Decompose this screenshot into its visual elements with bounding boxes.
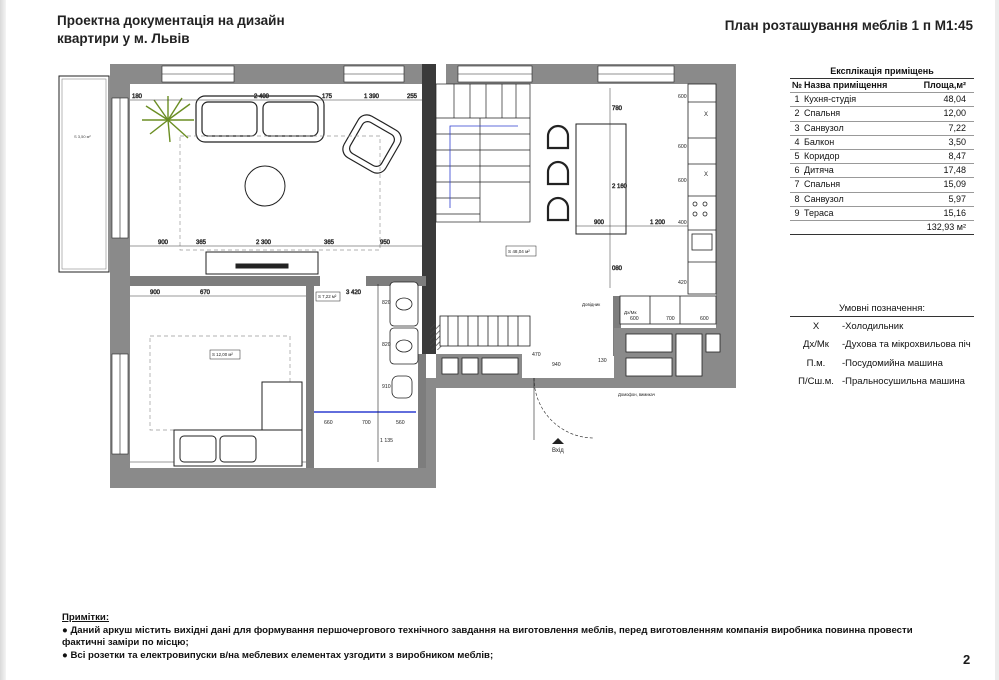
legend-desc: -Духова та мікрохвильова піч bbox=[842, 339, 971, 351]
legend-item bbox=[790, 336, 985, 355]
dim-text: 080 bbox=[612, 266, 623, 272]
legend-item bbox=[790, 317, 985, 336]
project-title bbox=[57, 12, 285, 48]
dim-text: 780 bbox=[612, 106, 623, 112]
dim-text: 670 bbox=[200, 290, 211, 296]
room-area: 15,16 bbox=[910, 206, 974, 220]
room-area: 12,00 bbox=[910, 107, 974, 121]
room-num: 4 bbox=[790, 135, 804, 149]
dim-text: 600 bbox=[678, 94, 687, 100]
note-line: ● Всі розетки та електровипуски в/на меблевих елементах узгодити з виробником меблів; bbox=[62, 649, 494, 661]
room-num: 8 bbox=[790, 192, 804, 206]
bath-area-label: S 7,22 м² bbox=[318, 294, 337, 299]
dim-text: 180 bbox=[132, 94, 143, 100]
fridge-label: Х bbox=[704, 112, 709, 118]
notes-title: Примітки: bbox=[62, 612, 110, 623]
balcony bbox=[59, 76, 109, 272]
col-name: Назва приміщення bbox=[804, 79, 910, 93]
dim-text: 2 160 bbox=[612, 184, 628, 190]
room-row bbox=[790, 164, 974, 178]
dim-text: 470 bbox=[532, 352, 541, 358]
dim-text: 2 400 bbox=[254, 94, 270, 100]
room-row bbox=[790, 206, 974, 220]
page-number: 2 bbox=[963, 652, 971, 667]
dim-text: 660 bbox=[324, 420, 333, 426]
bedroom-area-label: S 12,00 м² bbox=[212, 352, 233, 357]
room-num: 2 bbox=[790, 107, 804, 121]
page-right-edge bbox=[995, 0, 999, 680]
dim-text: 175 bbox=[322, 94, 333, 100]
room-row bbox=[790, 150, 974, 164]
bar-stools bbox=[548, 126, 568, 220]
explication-title: Експлікація приміщень bbox=[790, 66, 974, 79]
dim-text: 700 bbox=[666, 316, 675, 322]
dim-text: 1 200 bbox=[650, 220, 666, 226]
kitchen-cabinets bbox=[620, 84, 716, 324]
room-area: 15,09 bbox=[910, 178, 974, 192]
room-area: 8,47 bbox=[910, 150, 974, 164]
dim-text: 910 bbox=[382, 384, 391, 390]
room-name: Тераса bbox=[804, 206, 910, 220]
dim-text: 600 bbox=[678, 144, 687, 150]
legend-key: П.м. bbox=[806, 357, 826, 369]
room-num: 7 bbox=[790, 178, 804, 192]
room-area: 3,50 bbox=[910, 135, 974, 149]
room-row bbox=[790, 93, 974, 107]
living-sofa bbox=[196, 96, 324, 142]
dim-text: 940 bbox=[552, 362, 561, 368]
plant-icon bbox=[142, 96, 194, 142]
room-num: 3 bbox=[790, 121, 804, 135]
dim-text: 950 bbox=[380, 240, 391, 246]
tv-console bbox=[206, 252, 318, 274]
room-name: Спальня bbox=[804, 178, 910, 192]
room-name: Кухня-студія bbox=[804, 93, 910, 107]
note-line: фактичні заміри по місцю; bbox=[62, 637, 189, 649]
room-name: Спальня bbox=[804, 107, 910, 121]
oven-label: Дх/Мк bbox=[624, 310, 637, 315]
legend bbox=[790, 303, 985, 391]
notes bbox=[62, 612, 913, 662]
legend-key: П/Сш.м. bbox=[798, 376, 834, 388]
legend-key: Х bbox=[812, 320, 820, 332]
legend-key: Дх/Мк bbox=[803, 339, 829, 351]
legend-desc: -Холодильник bbox=[842, 320, 904, 332]
coffee-table bbox=[245, 166, 285, 206]
page-left-edge bbox=[0, 0, 6, 680]
right-col-dims bbox=[678, 94, 687, 286]
hall-cabinets bbox=[436, 316, 730, 382]
room-explication-table bbox=[790, 66, 974, 235]
kitchen-area-label: S 48,04 м² bbox=[508, 249, 530, 254]
room-area: 48,04 bbox=[910, 93, 974, 107]
legend-desc: -Посудомийна машина bbox=[842, 357, 943, 369]
legend-item bbox=[790, 354, 985, 373]
room-area: 5,97 bbox=[910, 192, 974, 206]
room-row bbox=[790, 178, 974, 192]
living-armchair bbox=[339, 111, 405, 177]
project-title-line2: квартири у м. Львів bbox=[57, 31, 190, 46]
dim-text: 2 300 bbox=[256, 240, 272, 246]
note-line: ● Даний аркуш містить вихідні дані для формування першочергового технічного завдання на виготовлення меблів, перед виготовленням компанія виробника повинна провести bbox=[62, 624, 913, 636]
room-num: 1 bbox=[790, 93, 804, 107]
room-row bbox=[790, 107, 974, 121]
legend-desc: -Пральносушильна машина bbox=[842, 376, 965, 388]
total-row bbox=[790, 221, 974, 235]
col-area: Площа,м² bbox=[910, 79, 974, 93]
dim-text: 600 bbox=[630, 316, 639, 322]
room-name: Балкон bbox=[804, 135, 910, 149]
room-num: 6 bbox=[790, 164, 804, 178]
kitchen-island bbox=[576, 124, 626, 234]
dim-text: 1 135 bbox=[380, 438, 393, 444]
dim-text: 420 bbox=[678, 280, 687, 286]
dim-text: 820 bbox=[382, 300, 391, 306]
dim-text: 600 bbox=[678, 178, 687, 184]
room-num: 5 bbox=[790, 150, 804, 164]
total-area: 132,93 м² bbox=[910, 221, 974, 235]
dim-text: 400 bbox=[678, 220, 687, 226]
room-area: 17,48 bbox=[910, 164, 974, 178]
sheet-title: План розташування меблів 1 п М1:45 bbox=[724, 18, 973, 33]
dim-text: 820 bbox=[382, 342, 391, 348]
dim-text: 365 bbox=[324, 240, 335, 246]
bathroom bbox=[314, 282, 418, 462]
room-name: Коридор bbox=[804, 150, 910, 164]
dim-text: 365 bbox=[196, 240, 207, 246]
fridge-label: Х bbox=[704, 172, 709, 178]
room-row bbox=[790, 192, 974, 206]
dim-text: 1 390 bbox=[364, 94, 380, 100]
dim-text: 700 bbox=[362, 420, 371, 426]
dim-text: 900 bbox=[158, 240, 169, 246]
explication-header-row bbox=[790, 79, 974, 93]
dim-text: 600 bbox=[700, 316, 709, 322]
room-row bbox=[790, 135, 974, 149]
dim-text: 900 bbox=[150, 290, 161, 296]
dim-text: 900 bbox=[594, 220, 605, 226]
intercom-label: Домофон, вимикач bbox=[618, 392, 655, 397]
total-empty-cell bbox=[790, 221, 804, 235]
room-name: Дитяча bbox=[804, 164, 910, 178]
col-num: № bbox=[790, 79, 804, 93]
explication-grid bbox=[790, 79, 974, 235]
dishwasher-label: Довідник bbox=[582, 302, 601, 307]
dim-text: 130 bbox=[598, 358, 607, 364]
staircase bbox=[436, 84, 530, 222]
dim-text: 255 bbox=[407, 94, 418, 100]
dim-text: 3 420 bbox=[346, 290, 362, 296]
entrance-label: Вхід bbox=[552, 448, 564, 454]
room-name: Санвузол bbox=[804, 192, 910, 206]
project-title-line1: Проектна документація на дизайн bbox=[57, 13, 285, 28]
legend-title: Умовні позначення: bbox=[790, 303, 974, 317]
balcony-area-label: S 3,50 м² bbox=[74, 134, 91, 139]
entrance-arrow-icon bbox=[552, 438, 564, 444]
room-area: 7,22 bbox=[910, 121, 974, 135]
floor-plan bbox=[50, 58, 750, 498]
legend-item bbox=[790, 373, 985, 392]
legend-list bbox=[790, 317, 985, 391]
room-num: 9 bbox=[790, 206, 804, 220]
total-empty-cell bbox=[804, 221, 910, 235]
room-name: Санвузол bbox=[804, 121, 910, 135]
room-row bbox=[790, 121, 974, 135]
dim-text: 560 bbox=[396, 420, 405, 426]
